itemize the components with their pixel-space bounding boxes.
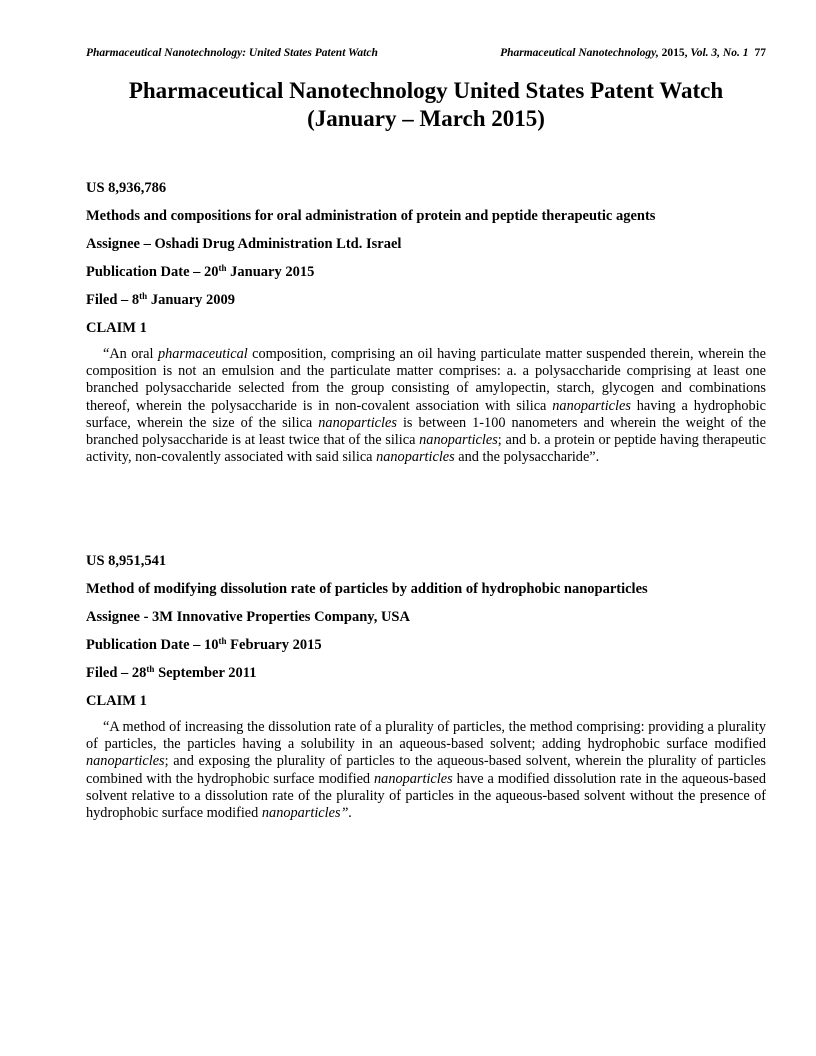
filed-date-ordinal: th: [146, 664, 155, 674]
title-line-1: Pharmaceutical Nanotechnology United States Patent Watch: [128, 78, 724, 103]
claim-segment: is between 1-100 nanometers and wherein the weight of the branched polysaccharide is at least twice that of the silica: [86, 414, 766, 449]
patent-entry: [86, 178, 766, 466]
running-header: [86, 47, 766, 59]
claim-term: nanoparticles: [376, 449, 455, 466]
patent-title: Methods and compositions for oral administration of protein and peptide therapeutic agents: [86, 208, 656, 224]
claim-term: nanoparticles: [86, 753, 165, 770]
publication-date-prefix: Publication Date – 10: [86, 637, 219, 653]
claim-segment: composition, comprising an oil having particulate matter suspended therein, wherein the composition is not an emulsion and the particulate matter comprises: a. a polysaccharide comprising at least one branched polysaccharide selected from the group consisting of amylopectin, starch, glycogen and combinations thereof, wherein the polysaccharide is in non-covalent association with silica: [86, 346, 767, 414]
claim-segment: “A method of increasing the dissolution rate of a plurality of particles, the method comprising: providing a plurality of particles, the particles having a solubility in an aqueous-based solvent; adding hydrophobic surface modified: [86, 719, 766, 753]
filed-date-prefix: Filed – 8: [86, 292, 140, 308]
claim-term: nanoparticles: [419, 432, 498, 449]
claim-segment: have a modified dissolution rate in the aqueous-based solvent relative to a dissolution rate of the plurality of particles in the aqueous-based solvent without the presence of hydrophobic surface modified: [86, 770, 766, 822]
header-right: [500, 47, 766, 59]
claim-segment: “An oral: [103, 346, 158, 362]
page-number: 77: [754, 47, 766, 59]
patent-entry: [86, 551, 766, 822]
publication-date: [86, 262, 766, 290]
publication-date: [86, 635, 766, 663]
claim-text: [86, 346, 766, 466]
filed-date: [86, 663, 766, 691]
filed-date-ordinal: th: [139, 291, 148, 301]
claim-term: nanoparticles: [374, 770, 453, 787]
claim-term: nanoparticles”.: [261, 805, 353, 822]
filed-date: [86, 290, 766, 318]
header-left: Pharmaceutical Nanotechnology: United States Patent Watch: [86, 47, 378, 59]
publication-date-suffix: January 2015: [226, 264, 315, 280]
publication-date-suffix: February 2015: [226, 637, 322, 653]
claim-heading: CLAIM 1: [86, 320, 147, 336]
claim-term: nanoparticles: [552, 397, 631, 414]
patent-assignee: Assignee – Oshadi Drug Administration Ltd. Israel: [86, 236, 402, 252]
claim-segment: and the polysaccharide”.: [454, 449, 600, 466]
claim-text: [86, 719, 766, 822]
publication-date-ordinal: th: [218, 263, 227, 273]
claim-term: pharmaceutical: [157, 346, 248, 362]
filed-date-prefix: Filed – 28: [86, 665, 147, 681]
patent-number: US 8,936,786: [86, 180, 167, 196]
filed-date-suffix: January 2009: [147, 292, 236, 308]
header-year: 2015,: [661, 47, 688, 59]
claim-segment: ; and exposing the plurality of particles to the aqueous-based solvent, wherein the plurality of particles combined with the hydrophobic surface modified: [86, 753, 766, 787]
claim-segment: ; and b. a protein or peptide having therapeutic activity, non-covalently associated with said silica: [86, 432, 766, 466]
claim-segment: having a hydrophobic surface, wherein the size of the silica: [86, 397, 766, 431]
page-title: [86, 77, 766, 133]
filed-date-suffix: September 2011: [154, 665, 257, 681]
title-line-2: (January – March 2015): [307, 106, 545, 131]
patent-title: Method of modifying dissolution rate of particles by addition of hydrophobic nanoparticles: [86, 581, 648, 597]
header-volume: Vol. 3, No. 1: [690, 47, 749, 59]
publication-date-prefix: Publication Date – 20: [86, 264, 219, 280]
patent-assignee: Assignee - 3M Innovative Properties Company, USA: [86, 609, 410, 625]
patent-number: US 8,951,541: [86, 553, 167, 569]
publication-date-ordinal: th: [218, 636, 227, 646]
claim-term: nanoparticles: [318, 414, 397, 431]
claim-heading: CLAIM 1: [86, 693, 147, 709]
header-journal: Pharmaceutical Nanotechnology,: [500, 47, 659, 59]
